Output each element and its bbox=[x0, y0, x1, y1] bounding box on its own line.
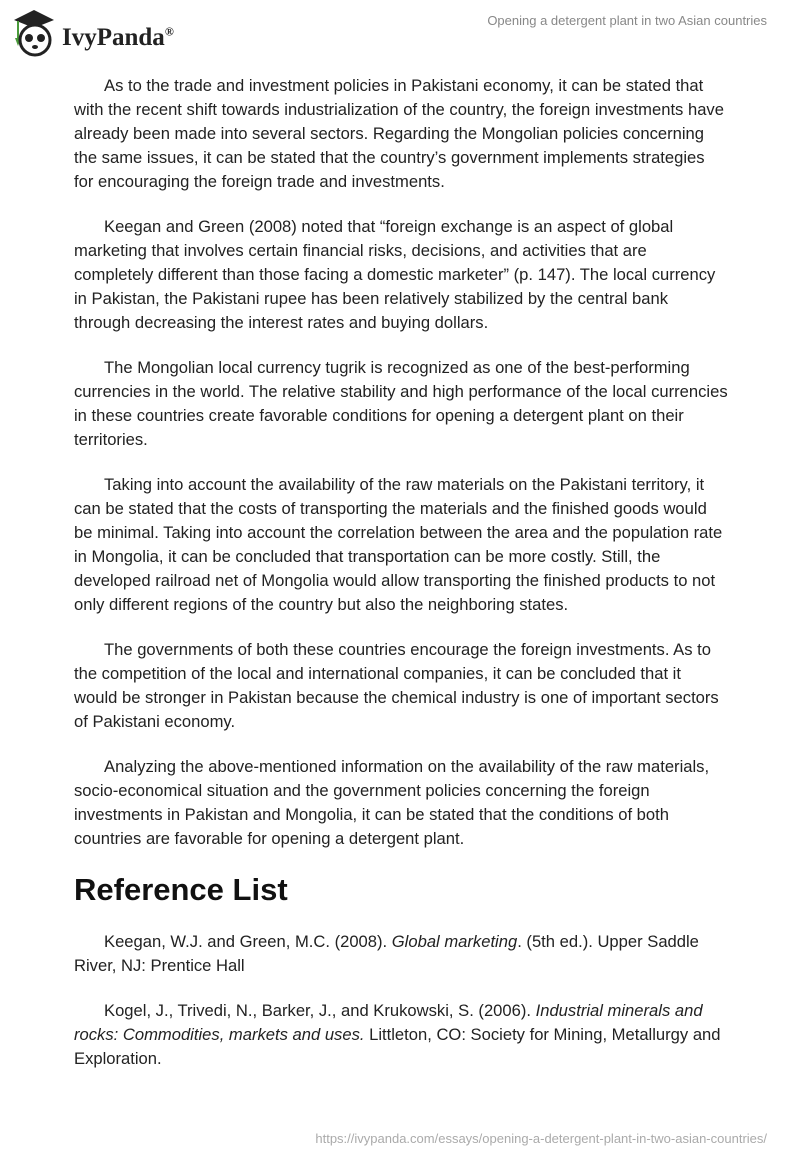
reference-list-heading: Reference List bbox=[74, 872, 288, 907]
essay-body bbox=[74, 74, 728, 1092]
reference-title: Global marketing bbox=[391, 932, 518, 951]
paragraph: Taking into account the availability of the raw materials on the Pakistani territory, it can be stated that the costs of transporting the materials and the finished goods would be minimal. Taking into account the correlation between the area and the population rate in Mongolia, it can be concluded that transportation can be more costly. Still, the developed railroad net of Mongolia would allow transporting the finished products to not only different regions of the country but also the neighboring states. bbox=[74, 475, 723, 614]
reference-publisher: Littleton, CO: Society for Mining, Metallurgy and Exploration. bbox=[74, 1025, 721, 1068]
panda-graduate-icon bbox=[12, 8, 56, 58]
registered-mark: ® bbox=[164, 24, 174, 39]
reference-authors: Keegan, W.J. and Green, M.C. (2008). bbox=[104, 932, 392, 951]
reference-title: Industrial minerals and rocks: Commodities, markets and uses. bbox=[74, 1001, 703, 1044]
paragraph: Analyzing the above-mentioned information on the availability of the raw materials, socio-economical situation and the government policies concerning the foreign investments in Pakistan and Mongolia, it can be stated that the conditions of both countries are favorable for opening a detergent plant. bbox=[74, 757, 710, 848]
reference-authors: Kogel, J., Trivedi, N., Barker, J., and Krukowski, S. (2006). bbox=[104, 1001, 536, 1020]
paragraph: The Mongolian local currency tugrik is recognized as one of the best-performing currencies in the world. The relative stability and high performance of the local currencies in these countries create favorable conditions for opening a detergent plant on their territories. bbox=[74, 358, 728, 449]
logo[interactable] bbox=[12, 8, 174, 58]
reference-publisher: . (5th ed.). Upper Saddle River, NJ: Prentice Hall bbox=[74, 932, 699, 975]
paragraph: The governments of both these countries encourage the foreign investments. As to the competition of the local and international companies, it can be concluded that it would be stronger in Pakistan because the chemical industry is one of important sectors of Pakistani economy. bbox=[74, 640, 719, 731]
reference-item bbox=[74, 999, 728, 1071]
paragraph: As to the trade and investment policies in Pakistani economy, it can be stated that with the recent shift towards industrialization of the country, the foreign investments have already been made into several sectors. Regarding the Mongolian policies concerning the same issues, it can be stated that the country’s government implements strategies for encouraging the foreign trade and investments. bbox=[74, 76, 724, 191]
document-title: Opening a detergent plant in two Asian countries bbox=[487, 13, 767, 28]
paragraph: Keegan and Green (2008) noted that “foreign exchange is an aspect of global marketing that involves certain financial risks, decisions, and activities that are completely different than those facing a domestic marketer” (p. 147). The local currency in Pakistan, the Pakistani rupee has been relatively stabilized by the central bank through decreasing the interest rates and buying dollars. bbox=[74, 217, 716, 332]
source-url[interactable]: https://ivypanda.com/essays/opening-a-detergent-plant-in-two-asian-countries/ bbox=[315, 1131, 767, 1146]
logo-text: IvyPanda bbox=[62, 24, 165, 51]
page-header bbox=[0, 0, 800, 70]
reference-item bbox=[74, 930, 728, 978]
